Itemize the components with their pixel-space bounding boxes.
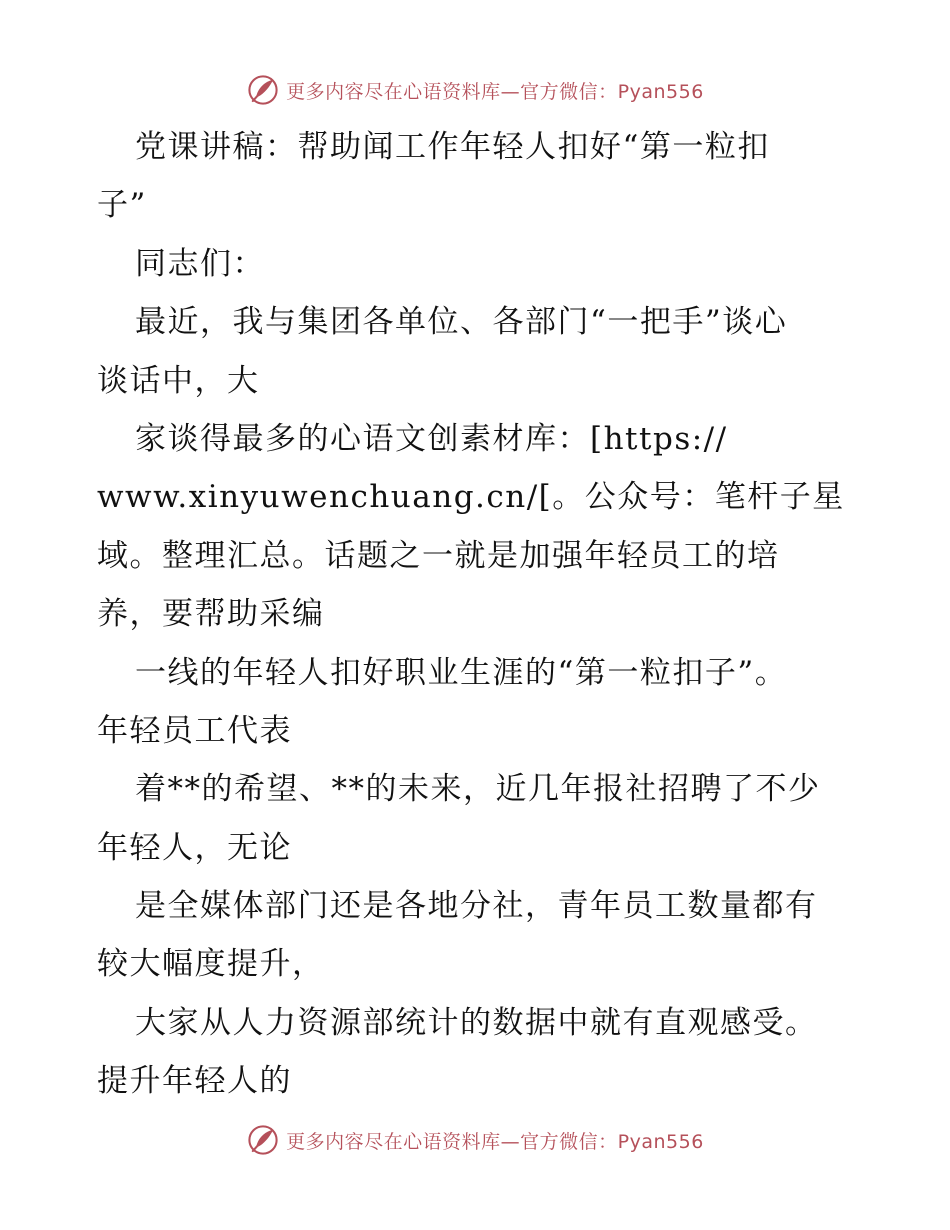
text-line: www.xinyuwenchuang.cn/[。公众号：笔杆子星 [97,479,845,516]
text-line: 一线的年轻人扣好职业生涯的“第一粒扣子”。 [135,654,788,691]
feather-logo-icon [246,73,280,107]
text-line: 年轻员工代表 [97,712,292,749]
header-watermark-banner [0,70,950,110]
text-line: 域。整理汇总。话题之一就是加强年轻员工的培 [97,537,780,574]
footer-watermark-banner [0,1120,950,1160]
text-line: 最近，我与集团各单位、各部门“一把手”谈心 [135,304,788,341]
text-line: 提升年轻人的 [97,1063,292,1100]
feather-logo-icon [246,1123,280,1157]
text-line: 谈话中，大 [97,362,260,399]
text-line: 党课讲稿：帮助闻工作年轻人扣好“第一粒扣 [135,129,770,165]
text-line: 是全媒体部门还是各地分社，青年员工数量都有 [135,888,818,925]
text-line: 养，要帮助采编 [97,596,325,633]
text-line: 年轻人，无论 [97,829,292,866]
text-line: 子” [97,187,147,224]
footer-watermark-text: 更多内容尽在心语资料库—官方微信：Pyan556 [286,1130,704,1153]
text-line: 较大幅度提升， [97,946,325,983]
text-line: 大家从人力资源部统计的数据中就有直观感受。 [135,1004,818,1041]
text-line: 家谈得最多的心语文创素材库：[https:// [135,420,728,457]
document-body [97,118,857,1111]
text-line: 同志们： [135,245,265,282]
header-watermark-text: 更多内容尽在心语资料库—官方微信：Pyan556 [286,80,704,103]
text-line: 着**的希望、**的未来，近几年报社招聘了不少 [135,771,821,808]
